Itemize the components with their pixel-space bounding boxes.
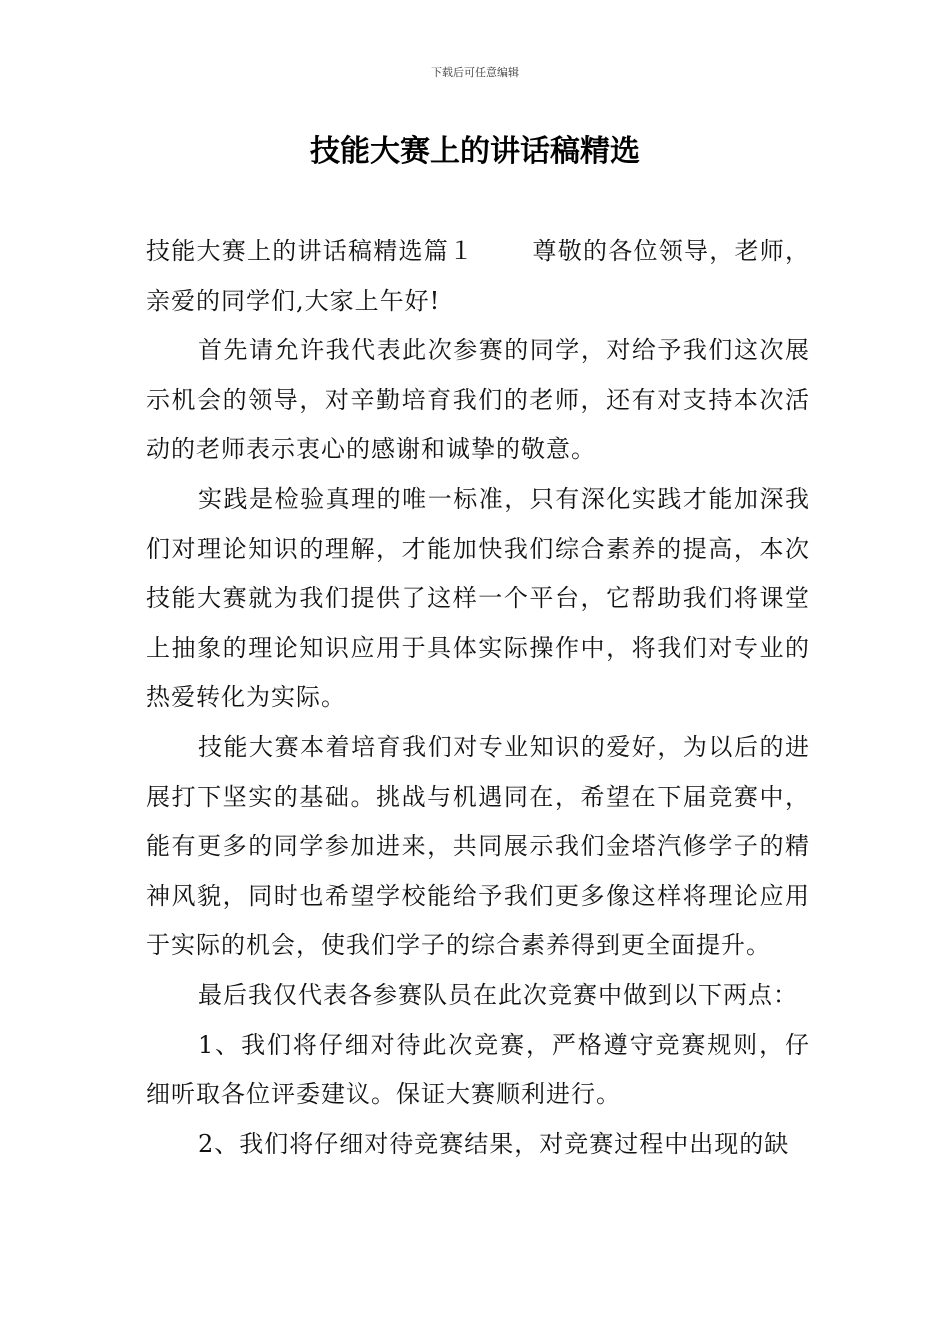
opening-paragraph (146, 227, 810, 326)
paragraph-pledge-intro: 最后我仅代表各参赛队员在此次竞赛中做到以下两点： (198, 980, 798, 1009)
paragraph-competition: 技能大赛本着培育我们对专业知识的爱好，为以后的进展打下坚实的基础。挑战与机遇同在，希望在下届竞赛中，能有更多的同学参加进来，共同展示我们金塔汽修学子的精神风貌，同时也希望学校能给予我们更多像这样将理论应用于实际的机会，使我们学子的综合素养得到更全面提升。 (146, 732, 810, 960)
paragraph-pledge-2: 2、我们将仔细对待竞赛结果，对竞赛过程中出现的缺 (198, 1129, 790, 1158)
paragraph-practice: 实践是检验真理的唯一标准，只有深化实践才能加深我们对理论知识的理解，才能加快我们综合素养的提高，本次技能大赛就为我们提供了这样一个平台，它帮助我们将课堂上抽象的理论知识应用于具体实际操作中，将我们对专业的热爱转化为实际。 (146, 484, 810, 712)
paragraph-pledge-1: 1、我们将仔细对待此次竞赛，严格遵守竞赛规则，仔细听取各位评委建议。保证大赛顺利进行。 (146, 1030, 810, 1109)
greeting-text: 尊敬的各位领导，老师，亲爱的同学们,大家上午好! (146, 237, 810, 315)
document-body (146, 227, 810, 1169)
document-title: 技能大赛上的讲话稿精选 (310, 134, 640, 169)
paragraph-thanks: 首先请允许我代表此次参赛的同学，对给予我们这次展示机会的领导，对辛勤培育我们的老师，还有对支持本次活动的老师表示衷心的感谢和诚挚的敬意。 (146, 336, 810, 464)
header-note: 下载后可任意编辑 (431, 66, 519, 79)
section-heading: 技能大赛上的讲话稿精选篇１ (146, 237, 475, 265)
